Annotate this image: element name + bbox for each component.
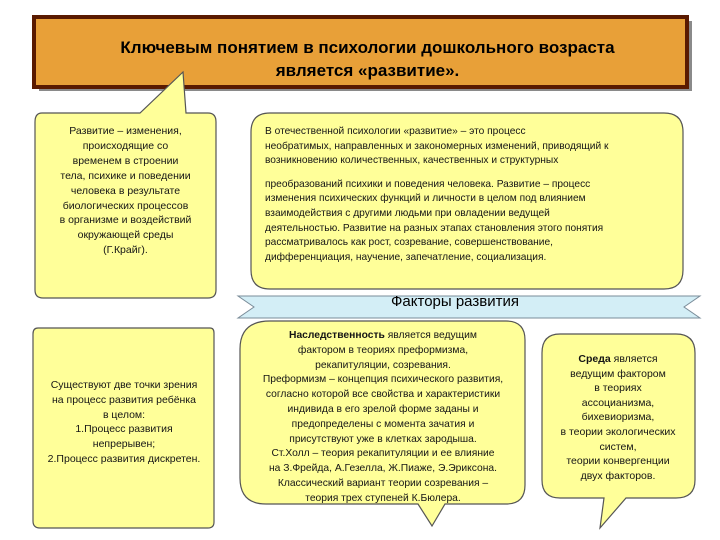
definition-line: происходящие со bbox=[82, 139, 169, 152]
viewpoints-line: 1.Процесс развития bbox=[75, 423, 173, 436]
domestic-line: дифференциация, научение, запечатление, социализация. bbox=[265, 251, 547, 263]
domestic-line: рассматривалось как рост, созревание, совершенствование, bbox=[265, 237, 553, 249]
viewpoints-line: 2.Процесс развития дискретен. bbox=[47, 452, 201, 465]
domestic-line: изменения психических функций и личности в целом под влиянием bbox=[265, 193, 586, 205]
domestic-line: взаимодействия с другими людьми при овладении ведущей bbox=[265, 207, 550, 219]
heredity-first-line bbox=[238, 329, 528, 344]
domestic-line: деятельностью. Развитие на разных этапах становления этого понятия bbox=[265, 222, 604, 234]
environment-line: ассоцианизма, bbox=[581, 396, 655, 409]
environment-line: в теориях bbox=[594, 382, 642, 395]
viewpoints-line: в целом: bbox=[102, 408, 146, 421]
heredity-text bbox=[238, 329, 528, 507]
definition-line: окружающей среды bbox=[77, 229, 174, 242]
viewpoints-text bbox=[34, 378, 214, 467]
environment-line: систем, bbox=[599, 440, 637, 453]
domestic-line: возникновению количественных, качественных и структурных bbox=[265, 155, 559, 167]
definition-line: Развитие – изменения, bbox=[69, 125, 182, 137]
definition-line: биологических процессов bbox=[62, 199, 189, 212]
viewpoints-line: непрерывен; bbox=[92, 438, 156, 451]
definition-line: тела, психике и поведении bbox=[60, 169, 191, 182]
environment-first-line bbox=[543, 352, 693, 367]
heredity-line: индивида в его зрелой форме заданы и bbox=[287, 403, 479, 415]
environment-line: в теории экологических bbox=[560, 425, 676, 438]
title bbox=[40, 36, 695, 82]
definition-line: (Г.Крайг). bbox=[103, 244, 148, 257]
domestic-line: необратимых, направленных и закономерных изменений, приводящий к bbox=[265, 140, 609, 152]
definition-line: человека в результате bbox=[70, 184, 181, 197]
viewpoints-line: Существуют две точки зрения bbox=[50, 379, 198, 391]
title-line-1: Ключевым понятием в психологии дошкольного возраста bbox=[120, 38, 615, 57]
heredity-line: теория трех ступеней К.Бюлера. bbox=[305, 492, 461, 504]
environment-first-rest: является bbox=[610, 353, 658, 365]
environment-text bbox=[543, 352, 693, 483]
definition-text bbox=[38, 124, 213, 258]
factors-banner-label: Факторы развития bbox=[391, 293, 519, 310]
definition-line: в организме и воздействий bbox=[59, 214, 192, 227]
environment-line: теории конвергенции bbox=[566, 455, 670, 468]
environment-line: бихевиоризма, bbox=[581, 411, 655, 424]
definition-line: временем в строении bbox=[72, 154, 179, 167]
environment-term: Среда bbox=[578, 353, 611, 365]
heredity-first-rest: является ведущим bbox=[384, 330, 477, 341]
domestic-line: В отечественной психологии «развитие» – это процесс bbox=[265, 126, 526, 137]
heredity-line: Ст.Холл – теория рекапитуляции и ее влияние bbox=[271, 448, 495, 460]
heredity-line: на З.Фрейда, А.Гезелла, Ж.Пиаже, Э.Эриксона. bbox=[268, 463, 498, 475]
heredity-line: предопределены с момента зачатия и bbox=[291, 418, 475, 430]
heredity-line: присутствуют уже в клетках зародыша. bbox=[289, 433, 477, 445]
environment-line: двух факторов. bbox=[580, 469, 656, 482]
domestic-definition-text bbox=[265, 125, 677, 265]
heredity-term: Наследственность bbox=[289, 330, 385, 341]
domestic-line: преобразований психики и поведения человека. Развитие – процесс bbox=[265, 178, 591, 190]
domestic-line bbox=[265, 169, 677, 178]
heredity-line: рекапитуляции, созревания. bbox=[315, 359, 451, 371]
environment-line: ведущим фактором bbox=[570, 367, 666, 380]
heredity-line: фактором в теориях преформизма, bbox=[297, 344, 469, 356]
heredity-line: согласно которой все свойства и характеристики bbox=[265, 389, 501, 401]
title-line-2: является «развитие». bbox=[275, 61, 460, 80]
heredity-line: Преформизм – концепция психического развития, bbox=[262, 374, 504, 386]
viewpoints-line: на процесс развития ребёнка bbox=[51, 393, 197, 406]
heredity-line: Классический вариант теории созревания – bbox=[277, 477, 489, 489]
